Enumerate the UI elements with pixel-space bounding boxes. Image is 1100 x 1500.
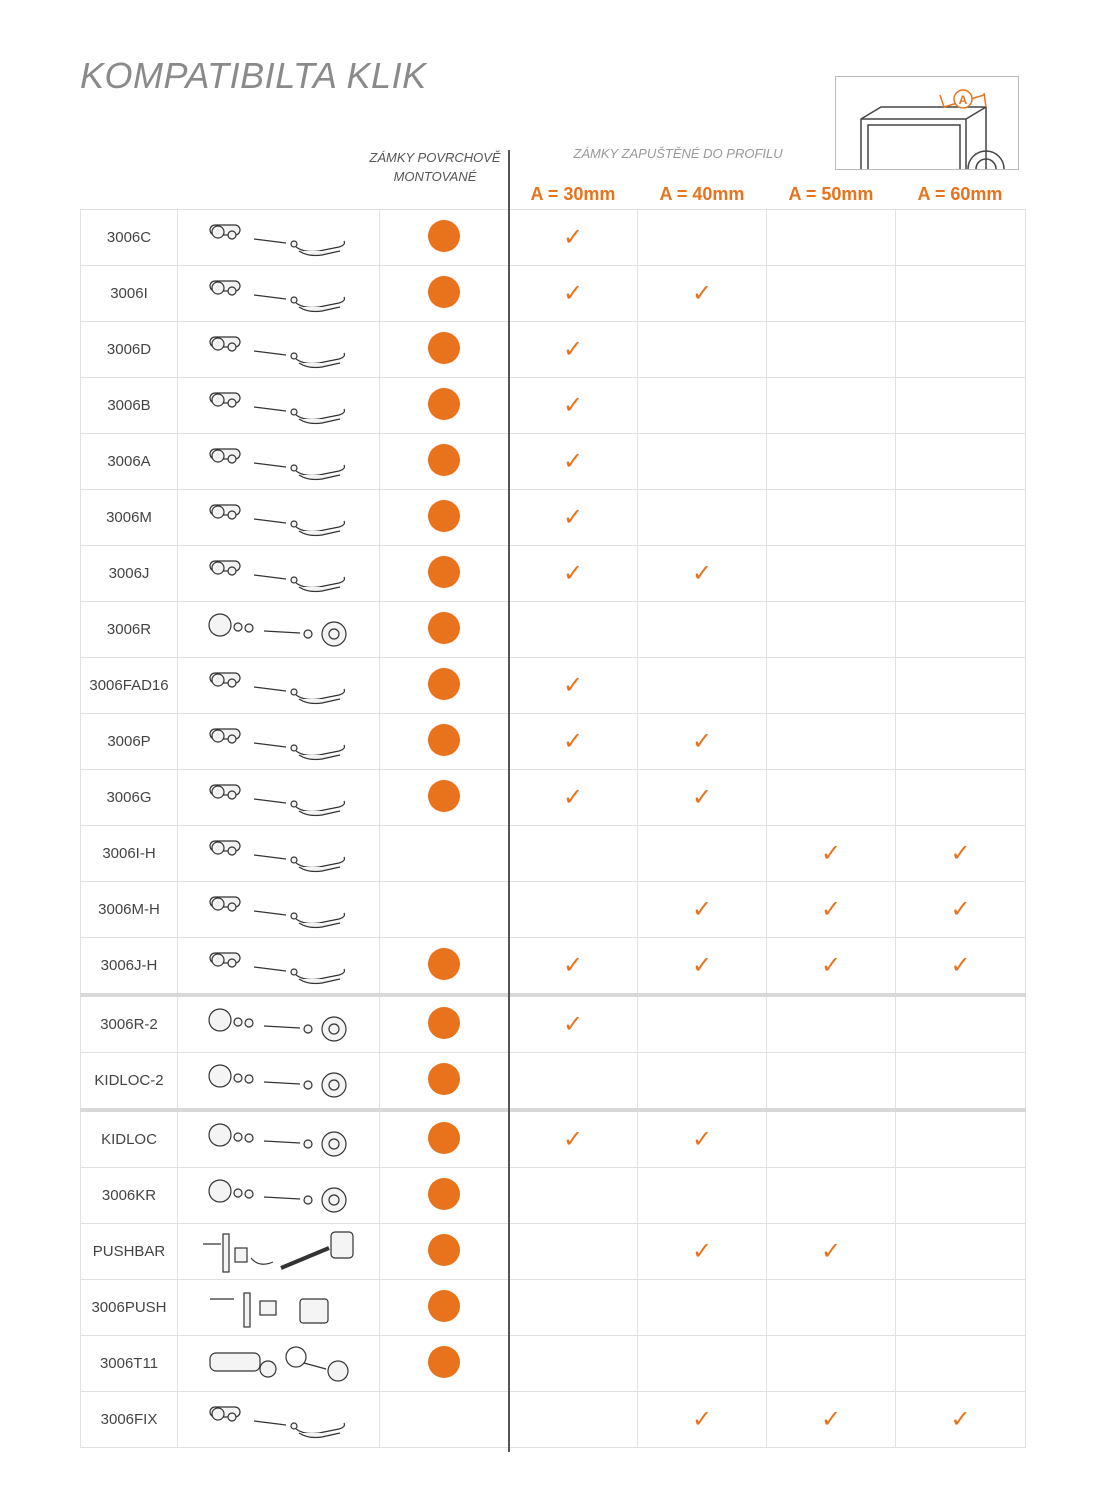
profile-diagram <box>835 76 1019 170</box>
surface-mounted-cell <box>380 826 509 882</box>
t-handle-set-icon <box>178 1336 380 1392</box>
cell-60mm <box>896 826 1026 882</box>
knob-set-icon <box>178 1168 380 1224</box>
surface-mounted-header <box>360 148 510 186</box>
cell-60mm <box>896 1224 1026 1280</box>
cell-60mm <box>896 938 1026 996</box>
compatible-dot-icon <box>428 276 460 308</box>
surface-mounted-cell <box>380 1336 509 1392</box>
product-name: KIDLOC <box>81 1110 178 1168</box>
cell-30mm <box>509 1053 638 1111</box>
cell-60mm <box>896 1336 1026 1392</box>
cell-60mm <box>896 602 1026 658</box>
cell-50mm <box>767 490 896 546</box>
check-icon: ✓ <box>562 727 584 755</box>
fixed-handle-set-icon <box>178 1392 380 1448</box>
cell-40mm <box>638 882 767 938</box>
surface-mounted-cell <box>380 1168 509 1224</box>
check-icon: ✓ <box>562 951 584 979</box>
compatible-dot-icon <box>428 388 460 420</box>
product-name: 3006I-H <box>81 826 178 882</box>
cell-30mm <box>509 210 638 266</box>
surface-mounted-cell <box>380 210 509 266</box>
cell-40mm <box>638 995 767 1053</box>
product-name: 3006FAD16 <box>81 658 178 714</box>
cell-30mm <box>509 770 638 826</box>
cell-60mm <box>896 490 1026 546</box>
surface-mounted-cell <box>380 995 509 1053</box>
cell-30mm <box>509 714 638 770</box>
check-icon: ✓ <box>562 671 584 699</box>
check-icon: ✓ <box>691 1405 713 1433</box>
cell-50mm <box>767 1168 896 1224</box>
check-icon: ✓ <box>950 895 971 923</box>
check-icon: ✓ <box>562 391 584 419</box>
table-row <box>81 1336 1026 1392</box>
cell-50mm <box>767 826 896 882</box>
table-row <box>81 434 1026 490</box>
table-row <box>81 714 1026 770</box>
cell-50mm <box>767 266 896 322</box>
table-row <box>81 1110 1026 1168</box>
ribbed-handle-set-icon <box>178 658 380 714</box>
surface-mounted-cell <box>380 1053 509 1111</box>
lever-handle-set-icon <box>178 546 380 602</box>
cell-50mm <box>767 658 896 714</box>
product-name: 3006J <box>81 546 178 602</box>
compatible-dot-icon <box>428 556 460 588</box>
lever-handle-set-icon <box>178 826 380 882</box>
cell-40mm <box>638 266 767 322</box>
check-icon: ✓ <box>691 783 713 811</box>
cell-40mm <box>638 546 767 602</box>
knob-set-icon <box>178 995 380 1053</box>
product-name: 3006G <box>81 770 178 826</box>
product-name: 3006J-H <box>81 938 178 996</box>
surface-mounted-cell <box>380 602 509 658</box>
cell-60mm <box>896 770 1026 826</box>
table-row <box>81 546 1026 602</box>
cell-50mm <box>767 1392 896 1448</box>
compatible-dot-icon <box>428 1178 460 1210</box>
cell-40mm <box>638 1110 767 1168</box>
table-row <box>81 490 1026 546</box>
cell-30mm <box>509 602 638 658</box>
cell-30mm <box>509 378 638 434</box>
cell-40mm <box>638 1392 767 1448</box>
product-name: 3006R-2 <box>81 995 178 1053</box>
cell-30mm <box>509 1224 638 1280</box>
lever-handle-set-icon <box>178 434 380 490</box>
table-row <box>81 826 1026 882</box>
cell-30mm <box>509 658 638 714</box>
compatible-dot-icon <box>428 1346 460 1378</box>
table-row <box>81 378 1026 434</box>
cell-60mm <box>896 995 1026 1053</box>
table-row <box>81 1168 1026 1224</box>
column-header-50mm: A = 50mm <box>788 184 874 204</box>
cell-50mm <box>767 714 896 770</box>
cell-50mm <box>767 210 896 266</box>
surface-mounted-cell <box>380 1110 509 1168</box>
product-name: 3006FIX <box>81 1392 178 1448</box>
push-plate-set-icon <box>178 1280 380 1336</box>
cell-30mm <box>509 434 638 490</box>
cell-60mm <box>896 714 1026 770</box>
check-icon: ✓ <box>562 447 584 475</box>
column-header-40mm: A = 40mm <box>659 184 745 204</box>
table-row <box>81 1224 1026 1280</box>
product-name: 3006R <box>81 602 178 658</box>
table-row <box>81 770 1026 826</box>
cell-30mm <box>509 1280 638 1336</box>
product-name: 3006I <box>81 266 178 322</box>
check-icon: ✓ <box>691 1125 713 1153</box>
table-row <box>81 938 1026 996</box>
check-icon: ✓ <box>691 279 713 307</box>
cell-60mm <box>896 322 1026 378</box>
compatible-dot-icon <box>428 1007 460 1039</box>
lever-handle-set-icon <box>178 490 380 546</box>
lever-handle-set-icon <box>178 882 380 938</box>
column-header-60mm: A = 60mm <box>917 184 1003 204</box>
check-icon: ✓ <box>562 1010 584 1038</box>
check-icon: ✓ <box>950 951 971 979</box>
cell-60mm <box>896 1110 1026 1168</box>
cell-60mm <box>896 546 1026 602</box>
check-icon: ✓ <box>691 559 713 587</box>
cell-60mm <box>896 210 1026 266</box>
compatible-dot-icon <box>428 1122 460 1154</box>
cell-40mm <box>638 1168 767 1224</box>
product-name: PUSHBAR <box>81 1224 178 1280</box>
cell-30mm <box>509 322 638 378</box>
cell-50mm <box>767 546 896 602</box>
surface-mounted-cell <box>380 938 509 996</box>
lever-handle-set-icon <box>178 322 380 378</box>
cell-30mm <box>509 266 638 322</box>
cell-30mm <box>509 938 638 996</box>
surface-mounted-cell <box>380 882 509 938</box>
cell-50mm <box>767 322 896 378</box>
compatible-dot-icon <box>428 220 460 252</box>
cell-40mm <box>638 602 767 658</box>
cell-30mm <box>509 995 638 1053</box>
table-row <box>81 210 1026 266</box>
product-name: 3006M-H <box>81 882 178 938</box>
cell-60mm <box>896 658 1026 714</box>
cell-40mm <box>638 1336 767 1392</box>
cell-40mm <box>638 714 767 770</box>
check-icon: ✓ <box>691 951 713 979</box>
recessed-header: ZÁMKY ZAPUŠTĚNÉ DO PROFILU <box>573 146 783 161</box>
cell-50mm <box>767 1110 896 1168</box>
cell-50mm <box>767 995 896 1053</box>
cell-50mm <box>767 1053 896 1111</box>
check-icon: ✓ <box>691 1237 713 1265</box>
cell-40mm <box>638 210 767 266</box>
cell-50mm <box>767 1224 896 1280</box>
check-icon: ✓ <box>820 1405 842 1433</box>
product-name: 3006B <box>81 378 178 434</box>
cell-50mm <box>767 434 896 490</box>
check-icon: ✓ <box>562 223 584 251</box>
table-row <box>81 266 1026 322</box>
check-icon: ✓ <box>691 895 713 923</box>
cell-40mm <box>638 1224 767 1280</box>
cell-40mm <box>638 658 767 714</box>
diagram-label: A <box>958 93 968 107</box>
cell-40mm <box>638 1280 767 1336</box>
surface-mounted-cell <box>380 714 509 770</box>
table-row <box>81 882 1026 938</box>
cell-30mm <box>509 1336 638 1392</box>
column-divider <box>508 150 510 1452</box>
surface-mounted-cell <box>380 1280 509 1336</box>
check-icon: ✓ <box>691 727 713 755</box>
check-icon: ✓ <box>562 1125 584 1153</box>
cell-50mm <box>767 938 896 996</box>
cell-60mm <box>896 1392 1026 1448</box>
check-icon: ✓ <box>820 895 842 923</box>
product-name: 3006T11 <box>81 1336 178 1392</box>
product-name: KIDLOC-2 <box>81 1053 178 1111</box>
knob-set-icon <box>178 1110 380 1168</box>
compatible-dot-icon <box>428 500 460 532</box>
surface-mounted-cell <box>380 266 509 322</box>
compatible-dot-icon <box>428 1290 460 1322</box>
product-name: 3006KR <box>81 1168 178 1224</box>
table-row <box>81 1392 1026 1448</box>
product-name: 3006D <box>81 322 178 378</box>
surface-mounted-cell <box>380 1392 509 1448</box>
cell-50mm <box>767 770 896 826</box>
surface-mounted-cell <box>380 1224 509 1280</box>
check-icon: ✓ <box>562 783 584 811</box>
cell-40mm <box>638 434 767 490</box>
surface-mounted-cell <box>380 434 509 490</box>
cell-30mm <box>509 1168 638 1224</box>
cell-40mm <box>638 378 767 434</box>
surface-header-line1: ZÁMKY POVRCHOVĚ <box>369 150 501 165</box>
compatible-dot-icon <box>428 780 460 812</box>
surface-mounted-cell <box>380 770 509 826</box>
cell-50mm <box>767 1280 896 1336</box>
surface-mounted-cell <box>380 658 509 714</box>
surface-mounted-cell <box>380 546 509 602</box>
surface-mounted-cell <box>380 378 509 434</box>
flat-lever-handle-set-icon <box>178 770 380 826</box>
product-name: 3006M <box>81 490 178 546</box>
table-row <box>81 995 1026 1053</box>
check-icon: ✓ <box>562 335 584 363</box>
compatible-dot-icon <box>428 332 460 364</box>
check-icon: ✓ <box>820 1237 842 1265</box>
compatible-dot-icon <box>428 1063 460 1095</box>
cell-60mm <box>896 378 1026 434</box>
cell-30mm <box>509 882 638 938</box>
column-header-30mm: A = 30mm <box>530 184 616 204</box>
cell-30mm <box>509 490 638 546</box>
cell-40mm <box>638 490 767 546</box>
lever-handle-set-icon <box>178 938 380 996</box>
lever-handle-set-icon <box>178 266 380 322</box>
product-name: 3006P <box>81 714 178 770</box>
check-icon: ✓ <box>820 951 842 979</box>
flat-lever-handle-set-icon <box>178 714 380 770</box>
cell-50mm <box>767 1336 896 1392</box>
surface-mounted-cell <box>380 490 509 546</box>
lever-handle-set-icon <box>178 378 380 434</box>
table-row <box>81 322 1026 378</box>
check-icon: ✓ <box>950 1405 971 1433</box>
knob-set-icon <box>178 1053 380 1111</box>
page-title: KOMPATIBILTA KLIK <box>80 55 427 96</box>
cell-40mm <box>638 938 767 996</box>
compatible-dot-icon <box>428 724 460 756</box>
cell-50mm <box>767 882 896 938</box>
table-row <box>81 658 1026 714</box>
cell-30mm <box>509 826 638 882</box>
cell-60mm <box>896 1053 1026 1111</box>
profile-diagram-icon <box>836 77 1018 169</box>
check-icon: ✓ <box>562 279 584 307</box>
cell-30mm <box>509 1392 638 1448</box>
cell-50mm <box>767 602 896 658</box>
product-name: 3006C <box>81 210 178 266</box>
round-knob-handle-set-icon <box>178 210 380 266</box>
pushbar-set-icon <box>178 1224 380 1280</box>
check-icon: ✓ <box>950 839 971 867</box>
table-row <box>81 1280 1026 1336</box>
table-row <box>81 1053 1026 1111</box>
cell-50mm <box>767 378 896 434</box>
compatible-dot-icon <box>428 668 460 700</box>
check-icon: ✓ <box>562 503 584 531</box>
check-icon: ✓ <box>562 559 584 587</box>
cell-60mm <box>896 882 1026 938</box>
knob-set-icon <box>178 602 380 658</box>
compatible-dot-icon <box>428 1234 460 1266</box>
cell-40mm <box>638 1053 767 1111</box>
product-name: 3006PUSH <box>81 1280 178 1336</box>
cell-60mm <box>896 1168 1026 1224</box>
cell-40mm <box>638 770 767 826</box>
cell-60mm <box>896 1280 1026 1336</box>
product-name: 3006A <box>81 434 178 490</box>
surface-mounted-cell <box>380 322 509 378</box>
compatibility-table <box>80 209 1026 1448</box>
cell-60mm <box>896 266 1026 322</box>
cell-40mm <box>638 322 767 378</box>
compatible-dot-icon <box>428 948 460 980</box>
cell-40mm <box>638 826 767 882</box>
check-icon: ✓ <box>820 839 842 867</box>
surface-header-line2: MONTOVANÉ <box>393 169 477 184</box>
compatible-dot-icon <box>428 612 460 644</box>
table-row <box>81 602 1026 658</box>
compatible-dot-icon <box>428 444 460 476</box>
cell-60mm <box>896 434 1026 490</box>
cell-30mm <box>509 1110 638 1168</box>
cell-30mm <box>509 546 638 602</box>
